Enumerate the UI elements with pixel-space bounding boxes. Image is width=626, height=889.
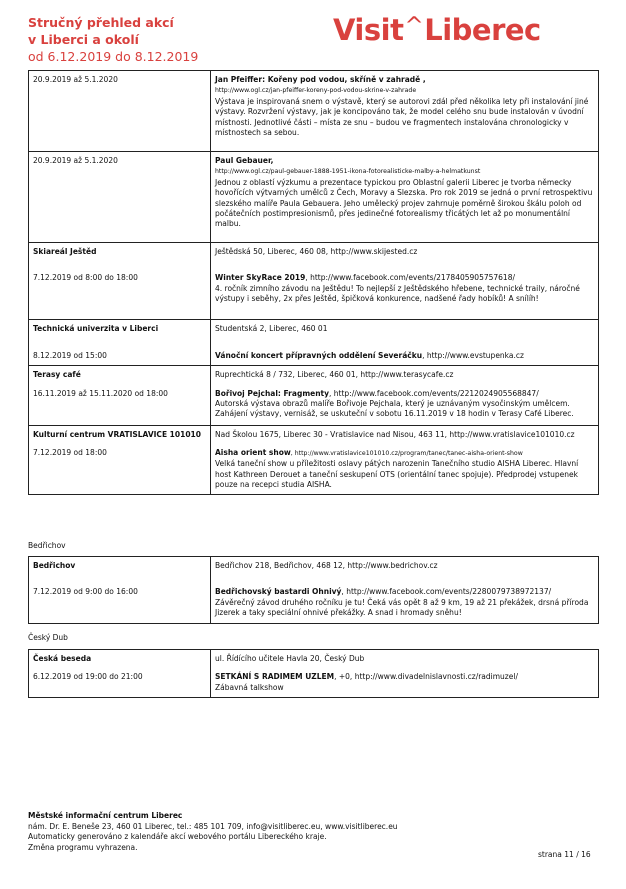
event-title: Vánoční koncert přípravných oddělení Severáčku [215,350,423,360]
event-url[interactable]: , http://www.evstupenka.cz [422,350,524,360]
event-date: 8.12.2019 od 15:00 [33,350,107,360]
event-title: Bedřichovský bastardi Ohnivý [215,587,342,597]
event-date-cell [29,71,211,152]
header-title-line2: v Liberci a okolí [28,32,139,47]
footer-change-note: Změna programu vyhrazena. [28,842,138,852]
event-title: Jan Pfeiffer: Kořeny pod vodou, skříně v zahradě , [215,75,426,84]
event-date: 20.9.2019 až 5.1.2020 [33,75,118,84]
event-detail-cell [211,152,599,243]
logo-text-visit: Visit [333,13,404,47]
event-description: 4. ročník zimního závodu na Ještědu! To nejlepší z Ještědského hřebene, technické traily, náročné výstupy i seběhy, 2x přes Ještěd, špičková konkurence, nadšené řady hobíků! A snílíh! [215,283,580,304]
events-table-cesky-dub [28,649,599,698]
table-row [29,650,599,698]
event-date: 7.12.2019 od 8:00 do 18:00 [33,273,138,283]
event-url[interactable]: , http://www.facebook.com/events/2280079738972137/ [341,587,552,597]
table-row [29,425,599,494]
events-table-bedrichov [28,556,599,624]
event-url[interactable]: , +0, http://www.divadelnislavnosti.cz/radimuzel/ [334,672,518,682]
venue-address: Ruprechtická 8 / 732, Liberec, 460 01, http://www.terasycafe.cz [215,370,454,380]
footer-organization: Městské informační centrum Liberec [28,811,183,820]
venue-address: Bedřichov 218, Bedřichov, 468 12, http://www.bedrichov.cz [215,561,438,570]
event-description: Autorská výstava obrazů malíře Bořivoje Pejchala, který je uznávaným vysočinským umělcem. Zahájení výstavy, vernisáž, se uskuteční v sobotu 16.11.2019 v 18 hodin v Terasy Café Liberec. [215,399,574,419]
event-date: 7.12.2019 od 18:00 [33,448,107,458]
venue-name: Technická univerzita v Liberci [33,324,159,334]
venue-cell [29,557,211,624]
venue-cell [29,320,211,366]
venue-name: Terasy café [33,370,81,380]
table-row [29,366,599,425]
event-url[interactable]: , http://www.facebook.com/events/2178405905757618/ [305,273,515,283]
event-title: Winter SkyRace 2019 [215,273,306,283]
page-number: strana 11 / 16 [538,850,591,859]
table-row [29,152,599,243]
city-heading-bedrichov: Bedřichov [28,541,66,550]
event-url[interactable]: http://www.ogl.cz/jan-pfeiffer-koreny-pod-vodou-skrine-v-zahrade [215,87,417,95]
header-date-range: od 6.12.2019 do 8.12.2019 [28,49,199,64]
event-description: Výstava je inspirovaná snem o výstavě, který se autorovi zdál před několika lety při instalování jiné výstavy. Rozvržení výstavy, jak je koncipováno tak, že model celého snu bude instalován v úvodní místnosti. Jednotlivé části – místa ze snu – budou ve fragmentech instalována chronologicky v místnostech sa sebou. [215,96,589,138]
events-table-main [28,70,599,495]
venue-cell [29,650,211,698]
footer-auto-note: Automaticky generováno z kalendáře akcí webového portálu Libereckého kraje. [28,832,327,842]
event-detail-cell [211,557,599,624]
city-heading-cesky-dub: Český Dub [28,633,68,642]
event-description: Jednou z oblastí výzkumu a prezentace typickou pro Oblastní galerii Liberec je tvorba německy hovořících výtvarných umělců z Čech, Moravy a Slezska. Pro rok 2019 se jedná o první retrospektivu slezského malíře Paula Gebauera. Jeho umělecký projev zahrnuje poměrně širokou škálu poloh od počátečních postimpresionismů, přes jedinečné fotorealismy třicátých let až po monumentální malbu. [215,177,593,229]
event-detail-cell [211,71,599,152]
event-date: 6.12.2019 od 19:00 do 21:00 [33,672,143,682]
document-footer [28,811,398,853]
event-date: 16.11.2019 až 15.11.2020 od 18:00 [33,388,168,398]
event-detail-cell [211,650,599,698]
event-detail-cell [211,320,599,366]
event-title: Bořivoj Pejchal: Fragmenty [215,388,330,398]
event-title: Paul Gebauer, [215,156,274,165]
event-url[interactable]: , http://www.facebook.com/events/2212024905568847/ [329,388,539,398]
logo-caret: ^ [404,13,424,39]
venue-cell [29,425,211,494]
venue-address: ul. Řídícího učitele Havla 20, Český Dub [215,654,365,663]
event-url[interactable]: http://www.ogl.cz/paul-gebauer-1888-1951-ikona-fotorealisticke-malby-a-helmatkunst [215,168,481,176]
table-row [29,320,599,366]
event-date: 20.9.2019 až 5.1.2020 [33,156,118,165]
visit-liberec-logo [333,10,541,53]
event-title: SETKÁNÍ S RADIMEM UZLEM [215,672,335,682]
header-title-line1: Stručný přehled akcí [28,15,174,30]
table-row [29,557,599,624]
event-detail-cell [211,366,599,425]
venue-address: Nad Školou 1675, Liberec 30 - Vratislavice nad Nisou, 463 11, http://www.vratislavice101010.cz [215,429,575,439]
table-row [29,243,599,320]
venue-cell [29,243,211,320]
table-row [29,71,599,152]
event-url[interactable]: , http://www.vratislavice101010.cz/program/tanec/tanec-aisha-orient-show [290,450,523,458]
event-title: Aisha orient show [215,448,291,458]
event-date: 7.12.2019 od 9:00 do 16:00 [33,587,138,597]
venue-name: Kulturní centrum VRATISLAVICE 101010 [33,429,201,439]
event-detail-cell [211,425,599,494]
event-description: Velká taneční show u příležitosti oslavy pátých narozenin Tanečního studio AISHA Liberec. Hlavní host Kathreen Derouet a taneční seskupení OTS (orientální tanec spojuje). Předprodej vstupenek pouze na recepci studia AISHA. [215,459,579,490]
event-description: Závěrečný závod druhého ročníku je tu! Čeká vás opět 8 až 9 km, 19 až 21 překážek, drsná příroda Jizerek a taky speciální ohnivé překážky. A snad i hromady sněhu! [215,597,589,618]
venue-name: Česká beseda [33,654,92,663]
venue-name: Bedřichov [33,561,76,570]
document-header [28,14,198,65]
venue-address: Studentská 2, Liberec, 460 01 [215,324,328,334]
venue-address: Ještědská 50, Liberec, 460 08, http://www.skijested.cz [215,247,418,256]
venue-name: Skiareál Ještěd [33,247,97,256]
event-description: Zábavná talkshow [215,682,284,692]
event-detail-cell [211,243,599,320]
footer-contact: nám. Dr. E. Beneše 23, 460 01 Liberec, tel.: 485 101 709, info@visitliberec.eu, www.visitliberec.eu [28,821,398,831]
logo-text-liberec: Liberec [424,13,541,47]
event-date-cell [29,152,211,243]
venue-cell [29,366,211,425]
